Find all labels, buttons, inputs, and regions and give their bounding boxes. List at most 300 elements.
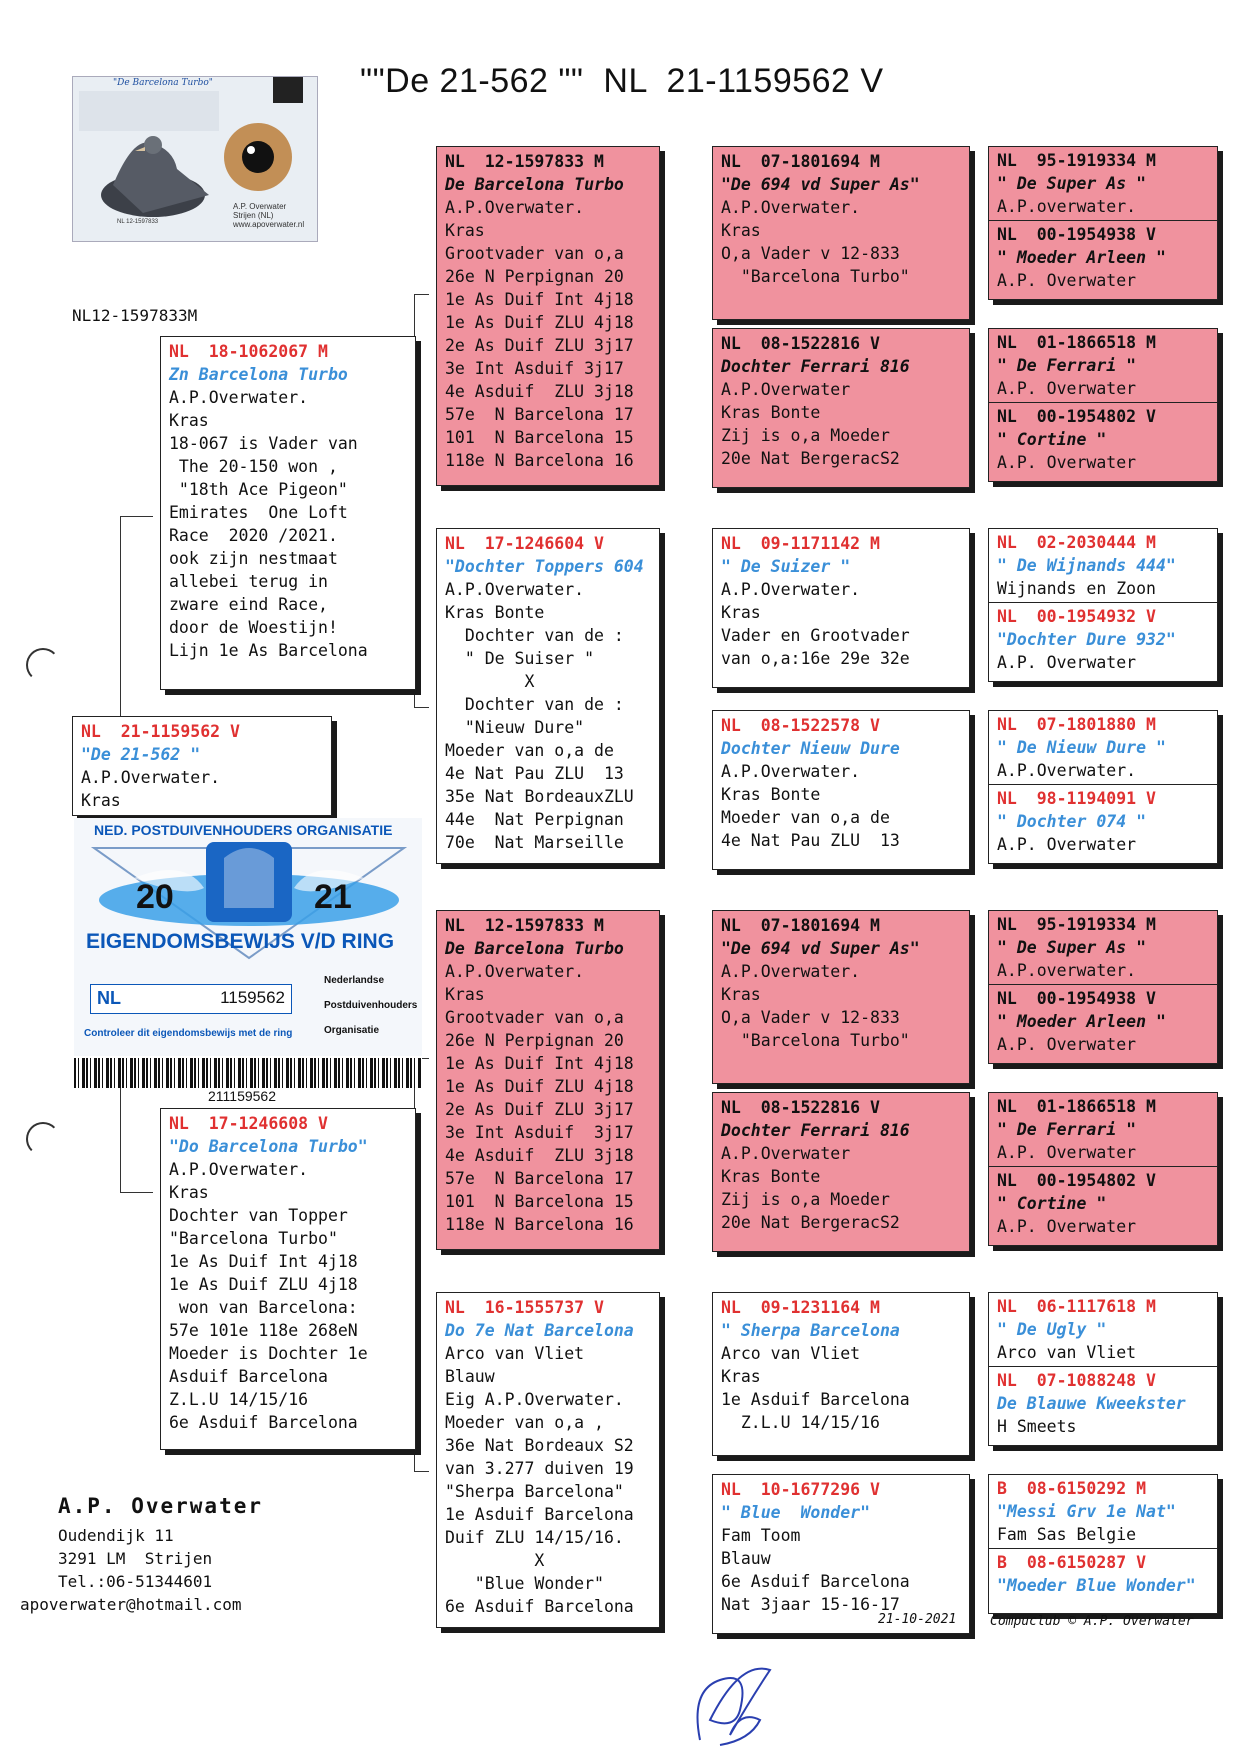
photo-caption-title: "De Barcelona Turbo"	[113, 78, 213, 88]
great-grandparent-card	[712, 328, 970, 488]
father-ring	[169, 340, 409, 363]
grandparent-ring	[445, 914, 653, 937]
ring-number: 17-1246608 V	[208, 1114, 328, 1133]
gen4-line: A.P. Overwater	[997, 653, 1137, 672]
gen4-ring	[997, 1095, 1211, 1118]
father-line: door de Woestijn!	[169, 618, 338, 637]
great-grandparent-line: Arco van Vliet	[721, 1344, 861, 1363]
gen4-line: A.P.overwater.	[997, 197, 1137, 216]
great-grandparent-line: Kras Bonte	[721, 1167, 821, 1186]
barcode-number: 211159562	[208, 1088, 276, 1104]
gen4-line: Fam Sas Belgie	[997, 1525, 1137, 1544]
ring-number: 18-1062067 M	[208, 342, 328, 361]
pigeon-photo	[72, 76, 318, 242]
grandparent-line: Arco van Vliet	[445, 1344, 585, 1363]
great-grandparent-line: Kras Bonte	[721, 785, 821, 804]
gen4-divider	[989, 220, 1217, 292]
grandparent-line: 26e N Perpignan 20	[445, 267, 624, 286]
gen4-name: " Dochter 074 "	[997, 812, 1147, 831]
father-line: A.P.Overwater.	[169, 388, 309, 407]
gen4-line: A.P. Overwater	[997, 835, 1137, 854]
grandparent-line: 1e As Duif ZLU 4j18	[445, 1077, 634, 1096]
connector-father	[120, 516, 153, 723]
ring-number: 00-1954802 V	[1036, 1171, 1156, 1190]
ring-number: 02-2030444 M	[1036, 533, 1156, 552]
photo-caption-site: www.apoverwater.nl	[233, 220, 305, 229]
great-grandparent-card	[712, 528, 970, 688]
gen4-pair-card	[988, 710, 1218, 864]
ring-country: NL	[997, 1097, 1017, 1116]
mother-line: won van Barcelona:	[169, 1298, 358, 1317]
ring-country: NL	[997, 151, 1017, 170]
gen4-ring	[997, 605, 1211, 628]
gen4-line: A.P. Overwater	[997, 271, 1137, 290]
great-grandparent-line: A.P.Overwater	[721, 1144, 851, 1163]
grandparent-line: "Nieuw Dure"	[445, 718, 585, 737]
great-grandparent-line: Fam Toom	[721, 1526, 801, 1545]
grandparent-line: A.P.Overwater.	[445, 962, 585, 981]
grandparent-line: Moeder van o,a de	[445, 741, 614, 760]
grandparent-line: Kras	[445, 221, 485, 240]
great-grandparent-line: Kras	[721, 221, 761, 240]
grandparent-line: 101 N Barcelona 15	[445, 428, 634, 447]
gen4-line: A.P. Overwater	[997, 1143, 1137, 1162]
grandparent-card	[436, 910, 660, 1250]
mother-line: 57e 101e 118e 268eN	[169, 1321, 358, 1340]
footer-copyright: Compuclub © A.P. Overwater	[990, 1614, 1194, 1629]
connector-father-parents	[414, 294, 429, 708]
father-card	[160, 336, 416, 690]
mother-line: 6e Asduif Barcelona	[169, 1413, 358, 1432]
gen4-ring	[997, 913, 1211, 936]
grandparent-line: X	[445, 1551, 545, 1570]
gen4-name: " Moeder Arleen "	[997, 248, 1166, 267]
mother-line: 1e As Duif ZLU 4j18	[169, 1275, 358, 1294]
grandparent-name: "Dochter Toppers 604	[445, 557, 644, 576]
father-line: Emirates One Loft	[169, 503, 348, 522]
npo-line: Postduivenhouders	[324, 1000, 418, 1011]
father-line: ook zijn nestmaat	[169, 549, 338, 568]
ring-number: 01-1866518 M	[1036, 333, 1156, 352]
father-line: "18th Ace Pigeon"	[169, 480, 348, 499]
gen4-name: " De Ugly "	[997, 1320, 1107, 1339]
ring-country: NL	[997, 715, 1017, 734]
great-grandparent-line: Z.L.U 14/15/16	[721, 1413, 880, 1432]
grandparent-line: Moeder van o,a ,	[445, 1413, 604, 1432]
great-grandparent-card	[712, 1292, 970, 1456]
grandparent-card	[436, 146, 660, 486]
gen4-name: " Cortine "	[997, 1194, 1107, 1213]
gen4-name: "Messi Grv 1e Nat"	[997, 1502, 1176, 1521]
great-grandparent-line: Zij is o,a Moeder	[721, 1190, 890, 1209]
ring-country: NL	[997, 607, 1017, 626]
great-grandparent-line: A.P.Overwater.	[721, 962, 861, 981]
ring-country: NL	[721, 716, 741, 735]
great-grandparent-name: " De Suizer "	[721, 557, 851, 576]
great-grandparent-ring	[721, 1096, 963, 1119]
gen4-pair-card	[988, 1474, 1218, 1614]
grandparent-line: 1e As Duif Int 4j18	[445, 1054, 634, 1073]
gen4-name: " De Super As "	[997, 174, 1147, 193]
certificate-org: NED. POSTDUIVENHOUDERS ORGANISATIE	[94, 822, 393, 838]
subject-name: "De 21-562 "	[81, 745, 201, 764]
gen4-ring	[997, 1295, 1211, 1318]
great-grandparent-ring	[721, 150, 963, 173]
owner-phone: Tel.:06-51344601	[58, 1572, 213, 1591]
ring-country: NL	[445, 534, 465, 553]
great-grandparent-card	[712, 146, 970, 320]
gen4-ring	[997, 149, 1211, 172]
ring-country: NL	[997, 1297, 1017, 1316]
gen4-pair-card	[988, 1292, 1218, 1446]
grandparent-line: 44e Nat Perpignan	[445, 810, 624, 829]
ring-number: 95-1919334 M	[1036, 915, 1156, 934]
mother-card	[160, 1108, 416, 1450]
mother-line: 1e As Duif Int 4j18	[169, 1252, 358, 1271]
gen4-ring	[997, 405, 1211, 428]
great-grandparent-card	[712, 910, 970, 1084]
gen4-name: " Cortine "	[997, 430, 1107, 449]
great-grandparent-ring	[721, 914, 963, 937]
grandparent-line: Dochter van de :	[445, 626, 624, 645]
certificate-ring-field	[90, 984, 292, 1014]
ownership-certificate	[74, 818, 422, 1056]
gen4-line: A.P.overwater.	[997, 961, 1137, 980]
grandparent-line: Blauw	[445, 1367, 495, 1386]
mother-line: "Barcelona Turbo"	[169, 1229, 338, 1248]
grandparent-line: 118e N Barcelona 16	[445, 1215, 634, 1234]
ring-number: 08-1522816 V	[760, 334, 880, 353]
grandparent-line: 118e N Barcelona 16	[445, 451, 634, 470]
grandparent-line: 1e As Duif Int 4j18	[445, 290, 634, 309]
ring-country: NL	[721, 916, 741, 935]
pigeon-photo-graphic	[73, 77, 317, 241]
great-grandparent-ring	[721, 1478, 963, 1501]
grandparent-card	[436, 528, 660, 864]
ring-country: NL	[997, 407, 1017, 426]
gen4-ring	[997, 531, 1211, 554]
grandparent-name: De Barcelona Turbo	[445, 175, 624, 194]
gen4-line: A.P. Overwater	[997, 1035, 1137, 1054]
great-grandparent-line: van o,a:16e 29e 32e	[721, 649, 910, 668]
ring-country: B	[997, 1553, 1007, 1572]
photo-caption-ring: NL 12-1597833	[117, 219, 159, 225]
gen4-name: " Moeder Arleen "	[997, 1012, 1166, 1031]
ring-country: NL	[445, 152, 465, 171]
binder-hole	[26, 1122, 60, 1156]
grandparent-line: 1e As Duif ZLU 4j18	[445, 313, 634, 332]
great-grandparent-line: Kras Bonte	[721, 403, 821, 422]
grandparent-line: 4e Nat Pau ZLU 13	[445, 764, 624, 783]
certificate-ring: 1159562	[220, 988, 285, 1007]
grandparent-line: Grootvader van o,a	[445, 1008, 624, 1027]
gen4-ring	[997, 1477, 1211, 1500]
gen4-divider	[989, 784, 1217, 856]
great-grandparent-line: Kras	[721, 1367, 761, 1386]
grandparent-line: 101 N Barcelona 15	[445, 1192, 634, 1211]
father-line: Lijn 1e As Barcelona	[169, 641, 368, 660]
ring-number: 00-1954938 V	[1036, 989, 1156, 1008]
great-grandparent-name: " Blue Wonder"	[721, 1503, 871, 1522]
great-grandparent-line: O,a Vader v 12-833	[721, 1008, 900, 1027]
great-grandparent-line: Kras	[721, 985, 761, 1004]
connector-mother	[120, 1072, 153, 1193]
grandparent-ring	[445, 150, 653, 173]
mother-ring	[169, 1112, 409, 1135]
subject-line: A.P.Overwater.	[81, 768, 221, 787]
great-grandparent-line: Moeder van o,a de	[721, 808, 890, 827]
father-line: allebei terug in	[169, 572, 328, 591]
gen4-divider	[989, 602, 1217, 674]
owner-street: Oudendijk 11	[58, 1526, 174, 1545]
owner-block	[20, 1495, 263, 1616]
npo-line: Organisatie	[324, 1025, 380, 1036]
ring-country: NL	[445, 916, 465, 935]
great-grandparent-name: Dochter Ferrari 816	[721, 1121, 910, 1140]
gen4-name: " De Wijnands 444"	[997, 556, 1176, 575]
grandparent-line: van 3.277 duiven 19	[445, 1459, 634, 1478]
great-grandparent-line: 1e Asduif Barcelona	[721, 1390, 910, 1409]
great-grandparent-name: Dochter Nieuw Dure	[721, 739, 900, 758]
ring-number: 00-1954802 V	[1036, 407, 1156, 426]
great-grandparent-line: Kras	[721, 603, 761, 622]
ring-country: NL	[997, 225, 1017, 244]
ring-country: NL	[169, 342, 189, 361]
mother-line: Asduif Barcelona	[169, 1367, 328, 1386]
grandparent-line: "Sherpa Barcelona"	[445, 1482, 624, 1501]
ring-country: NL	[997, 989, 1017, 1008]
father-line: Race 2020 /2021.	[169, 526, 338, 545]
father-line: zware eind Race,	[169, 595, 328, 614]
great-grandparent-name: Dochter Ferrari 816	[721, 357, 910, 376]
subject-line: Kras	[81, 791, 121, 810]
ring-country: NL	[721, 334, 741, 353]
ring-country: NL	[997, 533, 1017, 552]
gen4-divider	[989, 984, 1217, 1056]
great-grandparent-ring	[721, 332, 963, 355]
footer-date: 21-10-2021	[878, 1612, 957, 1627]
ring-number: 07-1801880 M	[1036, 715, 1156, 734]
great-grandparent-ring	[721, 532, 963, 555]
ring-number: 12-1597833 M	[484, 916, 604, 935]
gen4-divider	[989, 1548, 1217, 1597]
gen4-ring	[997, 1169, 1211, 1192]
mother-line: Moeder is Dochter 1e	[169, 1344, 368, 1363]
gen4-line: Wijnands en Zoon	[997, 579, 1156, 598]
ring-number: 21-1159562 V	[120, 722, 240, 741]
grandparent-line: Duif ZLU 14/15/16.	[445, 1528, 624, 1547]
ring-country: NL	[997, 1371, 1017, 1390]
gen4-name: " De Ferrari "	[997, 356, 1137, 375]
gen4-ring	[997, 1369, 1211, 1392]
owner-email[interactable]: apoverwater@hotmail.com	[20, 1595, 242, 1614]
barcode	[74, 1058, 422, 1088]
subject-card	[72, 716, 332, 816]
gen4-name: "Dochter Dure 932"	[997, 630, 1176, 649]
gen4-line: A.P. Overwater	[997, 1217, 1137, 1236]
gen4-ring	[997, 987, 1211, 1010]
grandparent-line: 2e As Duif ZLU 3j17	[445, 336, 634, 355]
grandparent-line: Dochter van de :	[445, 695, 624, 714]
great-grandparent-card	[712, 1474, 970, 1634]
gen4-ring	[997, 331, 1211, 354]
gen4-pair-card	[988, 328, 1218, 482]
great-grandparent-line: A.P.Overwater.	[721, 198, 861, 217]
grandparent-line: Grootvader van o,a	[445, 244, 624, 263]
great-grandparent-line: A.P.Overwater.	[721, 762, 861, 781]
grandparent-line: 35e Nat BordeauxZLU	[445, 787, 634, 806]
grandparent-line: Kras Bonte	[445, 603, 545, 622]
mother-line: Dochter van Topper	[169, 1206, 348, 1225]
ring-country: NL	[997, 915, 1017, 934]
grandparent-line: 2e As Duif ZLU 3j17	[445, 1100, 634, 1119]
grandparent-name: De Barcelona Turbo	[445, 939, 624, 958]
gen4-line: H Smeets	[997, 1417, 1077, 1436]
father-name: Zn Barcelona Turbo	[169, 365, 348, 384]
grandparent-line: A.P.Overwater.	[445, 580, 585, 599]
ring-country: NL	[721, 1098, 741, 1117]
gen4-pair-card	[988, 146, 1218, 300]
certificate-title: EIGENDOMSBEWIJS V/D RING	[86, 930, 395, 953]
father-line: The 20-150 won ,	[169, 457, 338, 476]
grandparent-line: 57e N Barcelona 17	[445, 1169, 634, 1188]
ring-number: 09-1231164 M	[760, 1298, 880, 1317]
grandparent-line: Eig A.P.Overwater.	[445, 1390, 624, 1409]
ring-country: B	[997, 1479, 1007, 1498]
great-grandparent-line: A.P.Overwater.	[721, 580, 861, 599]
certificate-note: Controleer dit eigendomsbewijs met de ring	[84, 1028, 293, 1039]
grandparent-name: Do 7e Nat Barcelona	[445, 1321, 634, 1340]
grandparent-ring	[445, 1296, 653, 1319]
ring-number: 00-1954938 V	[1036, 225, 1156, 244]
ring-number: 01-1866518 M	[1036, 1097, 1156, 1116]
great-grandparent-card	[712, 1092, 970, 1252]
ring-number: 17-1246604 V	[484, 534, 604, 553]
great-grandparent-line: 6e Asduif Barcelona	[721, 1572, 910, 1591]
great-grandparent-name: "De 694 vd Super As"	[721, 175, 920, 194]
ring-number: 98-1194091 V	[1036, 789, 1156, 808]
grandparent-line: 4e Asduif ZLU 3j18	[445, 382, 634, 401]
grandparent-line: 70e Nat Marseille	[445, 833, 624, 852]
grandparent-line: " De Suiser "	[445, 649, 595, 668]
photo-ring-label: NL12-1597833M	[72, 306, 198, 325]
mother-name: "Do Barcelona Turbo"	[169, 1137, 368, 1156]
great-grandparent-ring	[721, 1296, 963, 1319]
ring-number: 95-1919334 M	[1036, 151, 1156, 170]
certificate-year-right: 21	[314, 878, 352, 916]
gen4-divider	[989, 1366, 1217, 1438]
gen4-name: " De Ferrari "	[997, 1120, 1137, 1139]
great-grandparent-line: 20e Nat BergeracS2	[721, 449, 900, 468]
ring-country: NL	[169, 1114, 189, 1133]
great-grandparent-name: " Sherpa Barcelona	[721, 1321, 900, 1340]
great-grandparent-line: Zij is o,a Moeder	[721, 426, 890, 445]
great-grandparent-line: 4e Nat Pau ZLU 13	[721, 831, 900, 850]
connector-mother-parents	[414, 1058, 429, 1472]
ring-number: 07-1801694 M	[760, 152, 880, 171]
ring-country: NL	[997, 333, 1017, 352]
ring-number: 08-6150287 V	[1026, 1553, 1147, 1572]
gen4-name: "Moeder Blue Wonder"	[997, 1576, 1196, 1595]
grandparent-line: 26e N Perpignan 20	[445, 1031, 624, 1050]
gen4-divider	[989, 1166, 1217, 1238]
ring-country: NL	[721, 1298, 741, 1317]
great-grandparent-ring	[721, 714, 963, 737]
grandparent-line: 3e Int Asduif 3j17	[445, 1123, 634, 1142]
npo-line: Nederlandse	[324, 975, 385, 986]
ring-country: NL	[997, 1171, 1017, 1190]
certificate-year-left: 20	[136, 878, 174, 916]
mother-line: A.P.Overwater.	[169, 1160, 309, 1179]
gen4-line: A.P.Overwater.	[997, 761, 1137, 780]
ring-number: 06-1117618 M	[1036, 1297, 1156, 1316]
ring-country: NL	[721, 534, 741, 553]
mother-line: Z.L.U 14/15/16	[169, 1390, 309, 1409]
gen4-pair-card	[988, 1092, 1218, 1246]
ring-number: 16-1555737 V	[484, 1298, 604, 1317]
great-grandparent-line: "Barcelona Turbo"	[721, 267, 910, 286]
gen4-name: " De Nieuw Dure "	[997, 738, 1166, 757]
great-grandparent-line: Nat 3jaar 15-16-17	[721, 1595, 900, 1614]
grandparent-line: "Blue Wonder"	[445, 1574, 604, 1593]
gen4-ring	[997, 223, 1211, 246]
grandparent-line: X	[445, 672, 535, 691]
ring-number: 00-1954932 V	[1036, 607, 1156, 626]
gen4-ring	[997, 787, 1211, 810]
grandparent-line: 36e Nat Bordeaux S2	[445, 1436, 634, 1455]
grandparent-ring	[445, 532, 653, 555]
ring-number: 07-1801694 M	[760, 916, 880, 935]
ring-number: 08-1522816 V	[760, 1098, 880, 1117]
photo-caption-place: Strijen (NL)	[233, 211, 274, 220]
ring-number: 10-1677296 V	[760, 1480, 880, 1499]
ring-country: NL	[81, 722, 101, 741]
owner-city: 3291 LM Strijen	[58, 1549, 213, 1568]
grandparent-line: 4e Asduif ZLU 3j18	[445, 1146, 634, 1165]
gen4-line: A.P. Overwater	[997, 453, 1137, 472]
gen4-name: De Blauwe Kweekster	[997, 1394, 1186, 1413]
great-grandparent-card	[712, 710, 970, 870]
great-grandparent-line: A.P.Overwater	[721, 380, 851, 399]
great-grandparent-line: "Barcelona Turbo"	[721, 1031, 910, 1050]
grandparent-line: 6e Asduif Barcelona	[445, 1597, 634, 1616]
father-line: 18-067 is Vader van	[169, 434, 358, 453]
great-grandparent-line: Blauw	[721, 1549, 771, 1568]
ring-number: 09-1171142 M	[760, 534, 880, 553]
ring-country: NL	[997, 789, 1017, 808]
gen4-divider	[989, 402, 1217, 474]
certificate-country: NL	[97, 988, 121, 1008]
ring-country: NL	[721, 1480, 741, 1499]
gen4-line: A.P. Overwater	[997, 379, 1137, 398]
gen4-line: Arco van Vliet	[997, 1343, 1137, 1362]
grandparent-line: Kras	[445, 985, 485, 1004]
great-grandparent-line: Vader en Grootvader	[721, 626, 910, 645]
binder-hole	[26, 648, 60, 682]
signature	[680, 1650, 790, 1750]
gen4-ring	[997, 1551, 1211, 1574]
photo-caption-owner: A.P. Overwater	[233, 202, 287, 211]
grandparent-line: 3e Int Asduif 3j17	[445, 359, 624, 378]
grandparent-line: 1e Asduif Barcelona	[445, 1505, 634, 1524]
mother-line: Kras	[169, 1183, 209, 1202]
gen4-pair-card	[988, 528, 1218, 682]
owner-name: A.P. Overwater	[58, 1494, 264, 1518]
gen4-name: " De Super As "	[997, 938, 1147, 957]
great-grandparent-line: 20e Nat BergeracS2	[721, 1213, 900, 1232]
gen4-ring	[997, 713, 1211, 736]
grandparent-line: 57e N Barcelona 17	[445, 405, 634, 424]
